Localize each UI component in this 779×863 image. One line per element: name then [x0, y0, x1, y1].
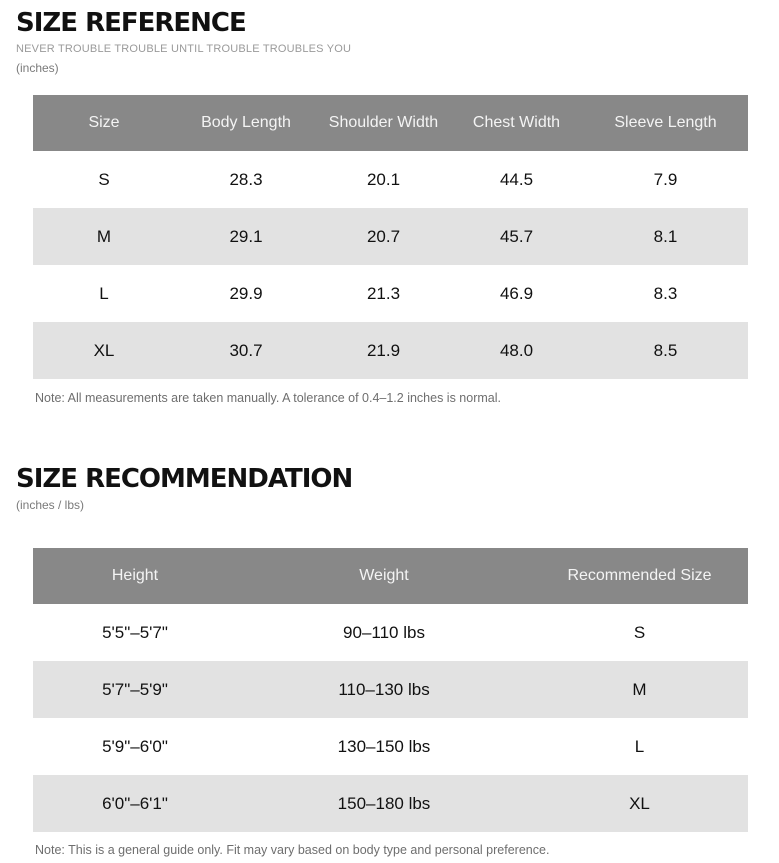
weight-cell: 130–150 lbs — [337, 736, 431, 756]
table-row — [33, 718, 748, 775]
sleeve-length-cell: 8.3 — [653, 283, 678, 303]
size-reference-note: Note: All measurements are taken manually. A tolerance of 0.4–1.2 inches is normal. — [35, 391, 501, 405]
size-reference-header-row — [33, 95, 748, 151]
size-recommendation-unit: (inches / lbs) — [16, 498, 85, 512]
body-length-cell: 28.3 — [229, 169, 263, 189]
body-length-cell: 29.9 — [229, 283, 263, 303]
height-cell: 5'9"–6'0" — [102, 736, 168, 756]
sleeve-length-cell: 8.5 — [653, 340, 678, 360]
header-shoulder-width: Shoulder Width — [328, 114, 439, 131]
size-recommendation-table — [33, 548, 748, 832]
chest-width-cell: 45.7 — [499, 226, 534, 246]
size-recommendation-title: SIZE RECOMMENDATION — [16, 464, 353, 494]
weight-cell: 90–110 lbs — [343, 622, 425, 642]
height-cell: 5'7"–5'9" — [102, 679, 168, 699]
size-recommendation-header-row — [33, 548, 748, 604]
size-cell: XL — [93, 340, 115, 360]
header-sleeve-length: Sleeve Length — [614, 114, 717, 131]
header-body-length: Body Length — [201, 114, 291, 131]
height-cell: 5'5"–5'7" — [102, 622, 168, 642]
size-cell: M — [96, 226, 112, 246]
table-row — [33, 775, 748, 832]
sleeve-length-cell: 7.9 — [653, 169, 678, 189]
size-cell: S — [98, 169, 110, 189]
body-length-cell: 30.7 — [229, 340, 263, 360]
size-cell: L — [99, 283, 109, 303]
header-recommended-size: Recommended Size — [567, 567, 712, 584]
recommended-size-cell: S — [633, 622, 646, 642]
table-row — [33, 604, 748, 661]
header-height: Height — [111, 567, 159, 584]
recommended-size-cell: XL — [629, 793, 650, 813]
shoulder-width-cell: 20.7 — [366, 226, 401, 246]
chest-width-cell: 48.0 — [499, 340, 534, 360]
body-length-cell: 29.1 — [229, 226, 263, 246]
weight-cell: 110–130 lbs — [338, 679, 430, 699]
shoulder-width-cell: 20.1 — [366, 169, 401, 189]
table-row — [33, 322, 748, 379]
size-reference-unit: (inches) — [16, 61, 59, 75]
chest-width-cell: 46.9 — [499, 283, 534, 303]
recommended-size-cell: L — [634, 736, 645, 756]
recommended-size-cell: M — [632, 679, 647, 699]
size-recommendation-note: Note: This is a general guide only. Fit may vary based on body type and personal preference. — [35, 843, 550, 857]
weight-cell: 150–180 lbs — [337, 793, 431, 813]
sleeve-length-cell: 8.1 — [653, 226, 678, 246]
shoulder-width-cell: 21.3 — [366, 283, 401, 303]
chest-width-cell: 44.5 — [499, 169, 534, 189]
shoulder-width-cell: 21.9 — [366, 340, 401, 360]
size-reference-tagline: NEVER TROUBLE TROUBLE UNTIL TROUBLE TROUBLES YOU — [16, 43, 352, 55]
table-row — [33, 151, 748, 208]
header-chest-width: Chest Width — [472, 114, 561, 131]
height-cell: 6'0"–6'1" — [102, 793, 168, 813]
table-row — [33, 661, 748, 718]
header-size: Size — [88, 114, 120, 131]
size-reference-table — [33, 95, 748, 379]
header-weight: Weight — [359, 567, 409, 584]
table-row — [33, 208, 748, 265]
table-row — [33, 265, 748, 322]
size-reference-title: SIZE REFERENCE — [16, 8, 246, 38]
